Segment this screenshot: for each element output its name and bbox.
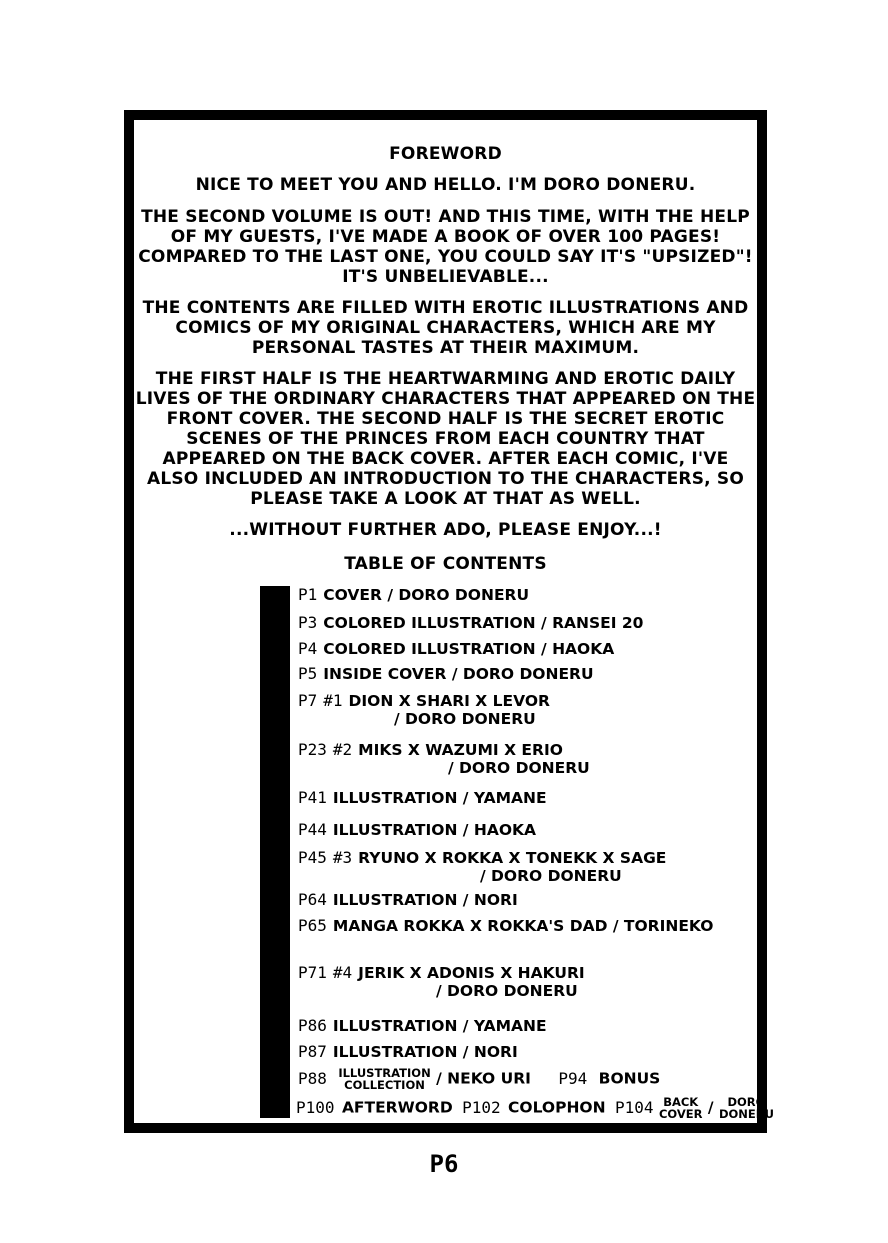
foreword-closing: ...WITHOUT FURTHER ADO, PLEASE ENJOY...! bbox=[229, 520, 662, 540]
toc-row: P44 ILLUSTRATION / HAOKA bbox=[298, 820, 537, 839]
foreword-panel bbox=[134, 120, 774, 1123]
toc-row: P100 AFTERWORD P102 COLOPHON P104 BACK COVER / DORO DONERU bbox=[296, 1095, 774, 1121]
foreword-frame bbox=[124, 110, 774, 1133]
toc-row: P71 #4 JERIK X ADONIS X HAKURI / DORO DONERU bbox=[298, 963, 585, 1000]
toc-row: P5 INSIDE COVER / DORO DONERU bbox=[298, 664, 594, 683]
toc-row: P23 #2 MIKS X WAZUMI X ERIO / DORO DONERU bbox=[298, 740, 590, 777]
toc-row: P3 COLORED ILLUSTRATION / RANSEI 20 bbox=[298, 613, 644, 632]
toc-row: P87 ILLUSTRATION / NORI bbox=[298, 1042, 518, 1061]
page-number: P6 bbox=[429, 1150, 459, 1178]
toc-row: P1 COVER / DORO DONERU bbox=[298, 585, 530, 604]
toc-title: TABLE OF CONTENTS bbox=[344, 554, 547, 574]
toc-row: P7 #1 DION X SHARI X LEVOR / DORO DONERU bbox=[298, 691, 550, 728]
toc-row: P86 ILLUSTRATION / YAMANE bbox=[298, 1016, 547, 1035]
foreword-greeting: NICE TO MEET YOU AND HELLO. I'M DORO DONERU. bbox=[195, 175, 696, 195]
toc-row: P88 ILLUSTRATION COLLECTION / NEKO URI P94 BONUS bbox=[298, 1066, 661, 1092]
foreword-paragraph-1: THE SECOND VOLUME IS OUT! AND THIS TIME, WITH THE HELP OF MY GUESTS, I'VE MADE A BOOK OF OVER 100 PAGES! COMPARED TO THE LAST ONE, YOU COULD SAY IT'S "UPSIZED"! IT'S UNBELIEVABLE... bbox=[138, 207, 753, 287]
toc-row: P64 ILLUSTRATION / NORI bbox=[298, 890, 518, 909]
toc-row: P4 COLORED ILLUSTRATION / HAOKA bbox=[298, 639, 615, 658]
foreword-paragraph-2: THE CONTENTS ARE FILLED WITH EROTIC ILLUSTRATIONS AND COMICS OF MY ORIGINAL CHARACTERS, WHICH ARE MY PERSONAL TASTES AT THEIR MAXIMUM. bbox=[142, 298, 749, 358]
toc-row: P65 MANGA ROKKA X ROKKA'S DAD / TORINEKO bbox=[298, 916, 714, 935]
toc-row: P45 #3 RYUNO X ROKKA X TONEKK X SAGE / DORO DONERU bbox=[298, 848, 667, 885]
foreword-title: FOREWORD bbox=[389, 144, 502, 164]
toc-row: P41 ILLUSTRATION / YAMANE bbox=[298, 788, 547, 807]
foreword-paragraph-3: THE FIRST HALF IS THE HEARTWARMING AND EROTIC DAILY LIVES OF THE ORDINARY CHARACTERS THAT APPEARED ON THE FRONT COVER. THE SECOND HALF IS THE SECRET EROTIC SCENES OF THE PRINCES FROM EACH COUNTRY THAT APPEARED ON THE BACK COVER. AFTER EACH COMIC, I'VE ALSO INCLUDED AN INTRODUCTION TO THE CHARACTERS, SO PLEASE TAKE A LOOK AT THAT AS WELL. bbox=[135, 369, 756, 509]
table-of-contents bbox=[134, 120, 774, 1123]
